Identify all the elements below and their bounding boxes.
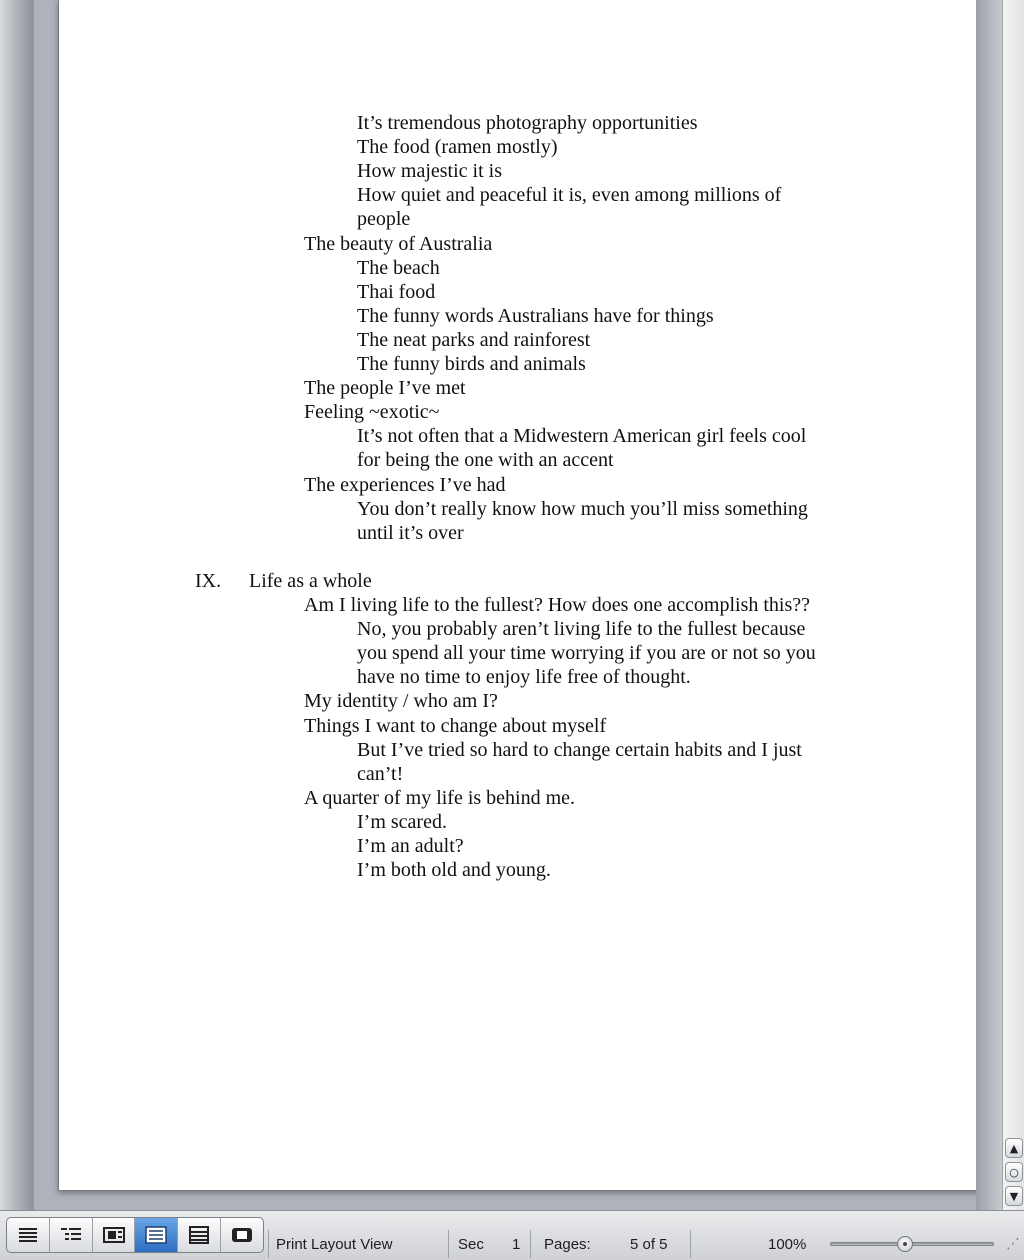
window-right-frame (976, 0, 1002, 1210)
list-text: have no time to enjoy life free of thought. (357, 666, 691, 688)
list-marker: IX. (195, 570, 222, 592)
view-name-label: Print Layout View (276, 1236, 393, 1253)
notebook-layout-view-icon (187, 1225, 211, 1245)
list-text: for being the one with an accent (357, 449, 614, 471)
list-text: people (357, 208, 411, 230)
vertical-scrollbar[interactable] (1002, 0, 1024, 1210)
list-text: The funny birds and animals (357, 353, 586, 375)
publishing-layout-view-icon (102, 1225, 126, 1245)
list-text: you spend all your time worrying if you are or not so you (357, 642, 816, 664)
list-text: I’m scared. (357, 811, 447, 833)
list-text: Thai food (357, 281, 436, 303)
zoom-slider-thumb[interactable] (897, 1236, 913, 1252)
print-layout-view-button[interactable] (135, 1218, 178, 1252)
draft-view-icon (16, 1225, 40, 1245)
browse-object-icon[interactable]: ○ (1005, 1162, 1023, 1182)
list-text: The people I’ve met (304, 377, 466, 399)
list-text: My identity / who am I? (304, 690, 498, 712)
outline-view-icon (59, 1225, 83, 1245)
print-layout-view-icon (144, 1225, 168, 1245)
list-text: No, you probably aren’t living life to the fullest because (357, 618, 806, 640)
publishing-layout-view-button[interactable] (93, 1218, 136, 1252)
list-text: Life as a whole (249, 570, 372, 592)
list-text: How majestic it is (357, 160, 502, 182)
list-text: It’s tremendous photography opportunities (357, 112, 698, 134)
next-page-icon[interactable]: ▼ (1005, 1186, 1023, 1206)
status-divider (268, 1230, 269, 1258)
list-text: The neat parks and rainforest (357, 329, 591, 351)
document-page[interactable] (58, 0, 980, 1191)
list-text: The beauty of Australia (304, 233, 493, 255)
status-divider (448, 1230, 449, 1258)
draft-view-button[interactable] (7, 1218, 50, 1252)
zoom-slider[interactable] (830, 1236, 994, 1252)
pages-label: Pages: (544, 1236, 591, 1253)
outline-view-button[interactable] (50, 1218, 93, 1252)
list-text: The beach (357, 257, 440, 279)
list-text: How quiet and peaceful it is, even among millions of (357, 184, 782, 206)
list-text: I’m both old and young. (357, 859, 551, 881)
list-text: It’s not often that a Midwestern American girl feels cool (357, 425, 807, 447)
resize-grip-icon[interactable]: ⋰ (1006, 1236, 1020, 1252)
list-text: can’t! (357, 763, 404, 785)
notebook-layout-view-button[interactable] (178, 1218, 221, 1252)
list-text: until it’s over (357, 522, 464, 544)
previous-page-icon[interactable]: ▲ (1005, 1138, 1023, 1158)
status-divider (690, 1230, 691, 1258)
list-text: But I’ve tried so hard to change certain habits and I just (357, 739, 802, 761)
list-text: Am I living life to the fullest? How does one accomplish this?? (304, 594, 810, 616)
list-text: Things I want to change about myself (304, 715, 607, 737)
list-text: The funny words Australians have for things (357, 305, 714, 327)
list-text: Feeling ~exotic~ (304, 401, 440, 423)
section-label: Sec (458, 1236, 484, 1253)
list-text: I’m an adult? (357, 835, 464, 857)
section-value: 1 (512, 1236, 521, 1253)
full-screen-view-button[interactable] (221, 1218, 263, 1252)
list-text: A quarter of my life is behind me. (304, 787, 576, 809)
pages-value: 5 of 5 (630, 1236, 668, 1253)
view-switcher (6, 1217, 264, 1253)
zoom-level[interactable]: 100% (768, 1236, 807, 1253)
full-screen-view-icon (230, 1225, 254, 1245)
status-divider (530, 1230, 531, 1258)
list-text: You don’t really know how much you’ll miss something (357, 498, 808, 520)
list-text: The experiences I’ve had (304, 474, 506, 496)
window-left-edge (0, 0, 34, 1210)
list-text: The food (ramen mostly) (357, 136, 558, 158)
